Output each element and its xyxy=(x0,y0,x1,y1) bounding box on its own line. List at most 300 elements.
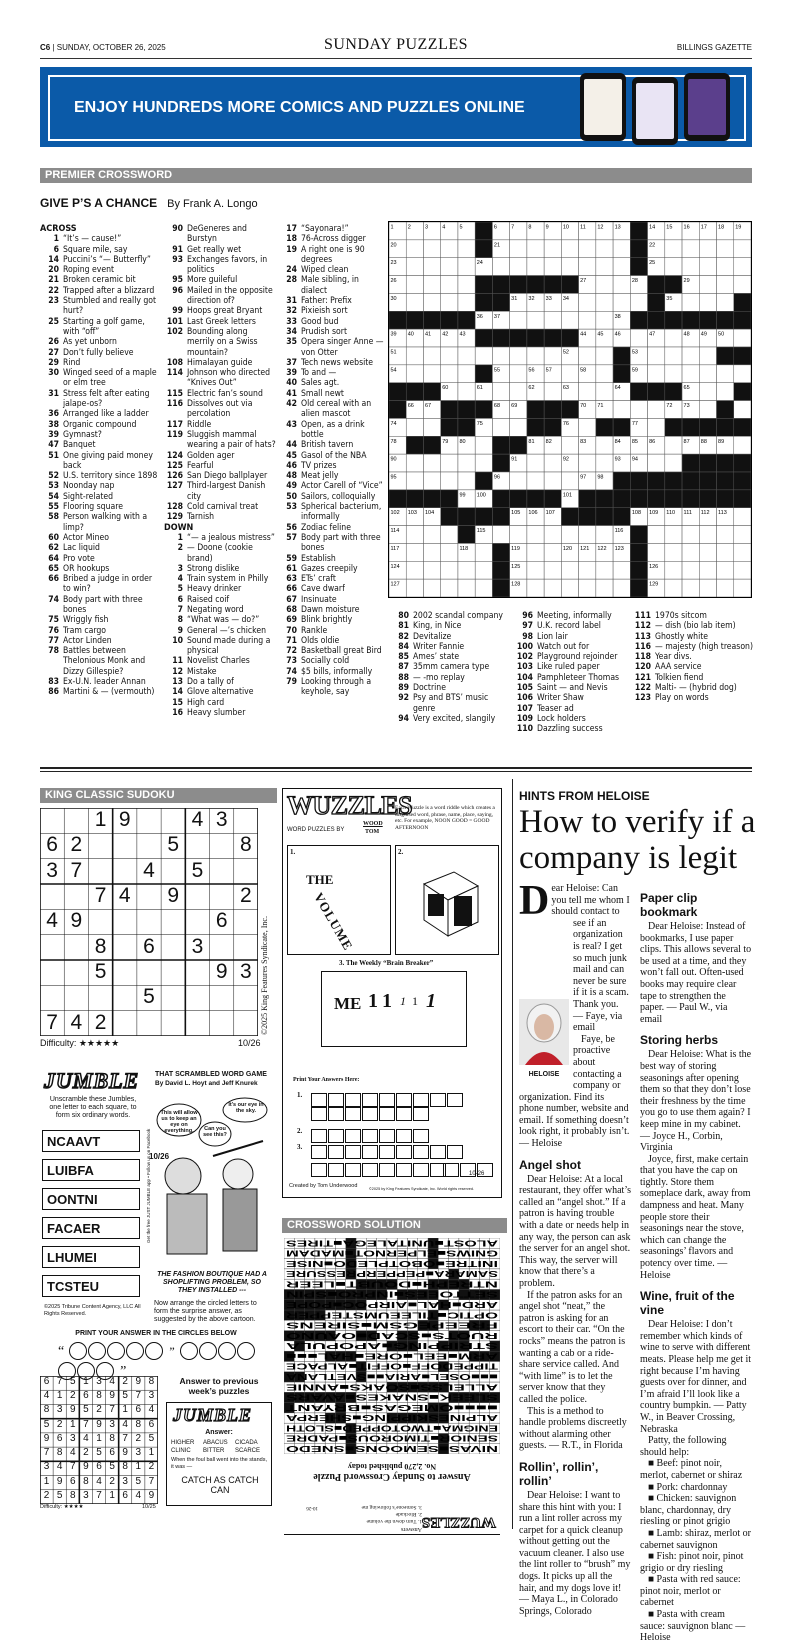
grid-cell[interactable] xyxy=(579,526,596,544)
grid-cell[interactable] xyxy=(423,579,440,597)
grid-number: 115 xyxy=(476,528,486,535)
grid-cell[interactable] xyxy=(423,293,440,311)
jumble-word[interactable]: OONTNI xyxy=(42,1188,140,1210)
jumble-word[interactable]: LUIBFA xyxy=(42,1159,140,1181)
grid-cell[interactable] xyxy=(544,579,561,597)
grid-cell[interactable] xyxy=(561,258,578,276)
grid-cell[interactable] xyxy=(613,258,630,276)
clue xyxy=(164,708,276,718)
grid-cell[interactable] xyxy=(441,276,458,294)
grid-cell[interactable] xyxy=(510,311,527,329)
sudoku-cell[interactable] xyxy=(113,859,137,884)
grid-cell[interactable] xyxy=(579,240,596,258)
grid-cell[interactable] xyxy=(734,508,751,526)
sudoku-cell[interactable] xyxy=(210,1011,234,1036)
grid-cell[interactable] xyxy=(717,526,734,544)
grid-cell[interactable] xyxy=(510,383,527,401)
grid-cell[interactable] xyxy=(665,347,682,365)
grid-cell[interactable] xyxy=(544,383,561,401)
grid-cell[interactable] xyxy=(561,472,578,490)
sudoku-cell[interactable] xyxy=(137,808,161,833)
grid-cell[interactable] xyxy=(561,436,578,454)
grid-cell[interactable] xyxy=(596,293,613,311)
grid-cell[interactable] xyxy=(665,436,682,454)
grid-cell[interactable] xyxy=(492,418,509,436)
grid-number: 50 xyxy=(718,331,725,338)
clue-text: Dazzling success xyxy=(537,724,603,735)
sudoku-cell[interactable] xyxy=(185,884,209,909)
grid-cell[interactable] xyxy=(458,454,475,472)
grid-cell[interactable] xyxy=(648,401,665,419)
grid-cell[interactable] xyxy=(458,472,475,490)
grid-cell[interactable] xyxy=(579,293,596,311)
grid-cell[interactable] xyxy=(630,329,647,347)
grid-cell[interactable] xyxy=(441,347,458,365)
grid-cell[interactable] xyxy=(527,543,544,561)
sudoku-cell[interactable] xyxy=(161,960,185,985)
grid-cell[interactable] xyxy=(458,579,475,597)
sudoku-cell[interactable] xyxy=(40,935,64,960)
grid-cell[interactable] xyxy=(734,561,751,579)
grid-cell[interactable] xyxy=(665,258,682,276)
grid-cell[interactable] xyxy=(492,258,509,276)
grid-cell[interactable] xyxy=(734,436,751,454)
sudoku-cell: 2 xyxy=(148,1461,155,1473)
crossword-grid[interactable] xyxy=(388,221,752,598)
sudoku-cell[interactable] xyxy=(64,935,88,960)
grid-cell[interactable] xyxy=(406,454,423,472)
grid-cell[interactable] xyxy=(734,543,751,561)
grid-cell[interactable] xyxy=(682,293,699,311)
grid-cell[interactable] xyxy=(510,418,527,436)
clue-number: 66 xyxy=(48,574,59,585)
jumble-word[interactable]: NCAAVT xyxy=(42,1130,140,1152)
grid-cell[interactable] xyxy=(648,347,665,365)
grid-cell[interactable] xyxy=(699,383,716,401)
grid-cell[interactable] xyxy=(648,526,665,544)
grid-cell[interactable] xyxy=(510,258,527,276)
grid-cell[interactable] xyxy=(510,472,527,490)
grid-cell[interactable] xyxy=(613,293,630,311)
grid-cell[interactable] xyxy=(596,526,613,544)
grid-cell[interactable] xyxy=(613,240,630,258)
grid-cell[interactable] xyxy=(544,258,561,276)
clue xyxy=(278,502,384,523)
grid-cell[interactable] xyxy=(406,240,423,258)
sudoku-cell[interactable] xyxy=(113,1011,137,1036)
grid-cell[interactable] xyxy=(527,561,544,579)
sudoku-cell[interactable] xyxy=(40,960,64,985)
sudoku-cell[interactable] xyxy=(40,985,64,1010)
clue-text: Open, as a drink bottle xyxy=(301,419,365,440)
grid-cell[interactable] xyxy=(423,561,440,579)
grid-cell[interactable] xyxy=(596,258,613,276)
grid-cell[interactable] xyxy=(527,454,544,472)
grid-cell[interactable] xyxy=(527,347,544,365)
sudoku-cell[interactable] xyxy=(185,1011,209,1036)
grid-cell[interactable] xyxy=(458,347,475,365)
grid-cell[interactable] xyxy=(510,365,527,383)
grid-cell[interactable] xyxy=(406,276,423,294)
grid-cell[interactable] xyxy=(613,276,630,294)
grid-cell[interactable] xyxy=(682,240,699,258)
grid-cell[interactable] xyxy=(596,311,613,329)
clue-text: Dissolves out via percolation xyxy=(187,399,253,420)
sudoku-cell[interactable] xyxy=(185,833,209,858)
grid-cell xyxy=(665,311,682,329)
grid-cell[interactable] xyxy=(717,276,734,294)
jumble-word[interactable]: TCSTEU xyxy=(42,1275,140,1297)
sudoku-grid[interactable] xyxy=(40,808,258,1036)
grid-cell[interactable] xyxy=(665,365,682,383)
grid-cell[interactable] xyxy=(561,526,578,544)
sudoku-cell: 1 xyxy=(122,1404,128,1416)
grid-cell[interactable] xyxy=(699,543,716,561)
grid-cell[interactable] xyxy=(441,561,458,579)
grid-cell[interactable] xyxy=(527,472,544,490)
grid-cell[interactable] xyxy=(596,454,613,472)
grid-cell[interactable] xyxy=(475,436,492,454)
answer-number: 2. xyxy=(297,1127,303,1135)
sudoku-cell[interactable] xyxy=(161,935,185,960)
grid-cell[interactable] xyxy=(734,579,751,597)
grid-cell[interactable] xyxy=(579,579,596,597)
grid-cell[interactable] xyxy=(682,579,699,597)
grid-cell[interactable] xyxy=(682,258,699,276)
grid-cell[interactable] xyxy=(492,347,509,365)
grid-cell[interactable] xyxy=(441,240,458,258)
sudoku-cell[interactable] xyxy=(64,960,88,985)
grid-cell[interactable] xyxy=(699,401,716,419)
clue-column-3 xyxy=(278,224,384,698)
grid-cell[interactable] xyxy=(423,454,440,472)
grid-cell[interactable] xyxy=(682,543,699,561)
sudoku-cell[interactable] xyxy=(137,909,161,934)
clue-number: 40 xyxy=(286,378,297,389)
grid-cell[interactable] xyxy=(544,543,561,561)
grid-cell[interactable] xyxy=(596,240,613,258)
sudoku-cell[interactable] xyxy=(234,935,258,960)
grid-cell[interactable] xyxy=(441,526,458,544)
grid-cell[interactable] xyxy=(561,579,578,597)
grid-cell[interactable] xyxy=(734,329,751,347)
grid-cell[interactable] xyxy=(492,383,509,401)
sudoku-cell[interactable] xyxy=(113,909,137,934)
grid-cell[interactable] xyxy=(596,561,613,579)
grid-cell[interactable] xyxy=(596,579,613,597)
grid-cell[interactable] xyxy=(475,454,492,472)
grid-cell[interactable] xyxy=(406,543,423,561)
sudoku-cell: 9 xyxy=(109,1390,115,1402)
grid-cell[interactable] xyxy=(630,401,647,419)
grid-cell[interactable] xyxy=(510,240,527,258)
grid-cell[interactable] xyxy=(596,347,613,365)
grid-cell[interactable] xyxy=(596,365,613,383)
grid-cell[interactable] xyxy=(406,472,423,490)
grid-cell[interactable] xyxy=(717,579,734,597)
sudoku-cell[interactable] xyxy=(161,985,185,1010)
sudoku-cell[interactable] xyxy=(40,884,64,909)
sudoku-cell[interactable] xyxy=(88,859,112,884)
grid-cell[interactable] xyxy=(441,454,458,472)
grid-cell[interactable] xyxy=(699,240,716,258)
jumble-word[interactable]: LHUMEI xyxy=(42,1246,140,1268)
sudoku-cell[interactable] xyxy=(161,909,185,934)
grid-cell[interactable] xyxy=(475,579,492,597)
grid-cell[interactable] xyxy=(699,579,716,597)
grid-cell[interactable] xyxy=(406,365,423,383)
grid-cell[interactable] xyxy=(699,347,716,365)
clue-text: Arranged like a ladder xyxy=(63,409,149,420)
grid-cell[interactable] xyxy=(510,526,527,544)
grid-cell[interactable] xyxy=(665,240,682,258)
grid-number: 16 xyxy=(683,224,690,231)
answer-squares[interactable] xyxy=(311,1103,430,1122)
wuzzles-answers-block xyxy=(284,1500,500,1535)
grid-cell[interactable] xyxy=(544,311,561,329)
sudoku-cell[interactable] xyxy=(137,1011,161,1036)
grid-cell[interactable] xyxy=(406,418,423,436)
grid-cell[interactable] xyxy=(441,543,458,561)
grid-cell[interactable] xyxy=(665,561,682,579)
grid-cell[interactable] xyxy=(527,526,544,544)
grid-cell[interactable] xyxy=(423,543,440,561)
sudoku-cell[interactable] xyxy=(234,1011,258,1036)
heloise-column-1 xyxy=(519,878,631,1617)
grid-cell[interactable] xyxy=(613,561,630,579)
grid-cell[interactable] xyxy=(406,561,423,579)
grid-cell[interactable] xyxy=(544,472,561,490)
grid-cell[interactable] xyxy=(682,365,699,383)
sudoku-cell[interactable] xyxy=(113,985,137,1010)
grid-cell xyxy=(544,276,561,294)
grid-cell[interactable] xyxy=(579,311,596,329)
grid-cell[interactable] xyxy=(717,240,734,258)
grid-cell[interactable] xyxy=(510,347,527,365)
grid-cell[interactable] xyxy=(561,311,578,329)
grid-cell[interactable] xyxy=(423,526,440,544)
grid-cell[interactable] xyxy=(458,365,475,383)
grid-cell[interactable] xyxy=(717,561,734,579)
clue-number: 67 xyxy=(286,594,297,605)
sudoku-cell: 4 xyxy=(46,909,58,933)
sudoku-cell[interactable] xyxy=(64,985,88,1010)
clue-text: Bounding along merrily on a Swiss mountain? xyxy=(187,326,258,358)
sudoku-cell[interactable] xyxy=(137,884,161,909)
grid-cell[interactable] xyxy=(734,365,751,383)
grid-cell[interactable] xyxy=(699,561,716,579)
clue-number: 80 xyxy=(398,611,409,621)
grid-cell[interactable] xyxy=(441,258,458,276)
sudoku-cell[interactable] xyxy=(185,985,209,1010)
grid-cell[interactable] xyxy=(699,276,716,294)
grid-cell[interactable] xyxy=(527,258,544,276)
grid-cell[interactable] xyxy=(648,543,665,561)
grid-cell[interactable] xyxy=(648,454,665,472)
grid-cell[interactable] xyxy=(734,526,751,544)
heloise-headline: How to verify if a company is legit xyxy=(519,804,756,876)
grid-cell[interactable] xyxy=(458,293,475,311)
grid-cell[interactable] xyxy=(544,240,561,258)
grid-cell[interactable] xyxy=(665,526,682,544)
grid-cell[interactable] xyxy=(423,240,440,258)
grid-cell[interactable] xyxy=(423,472,440,490)
grid-cell[interactable] xyxy=(441,472,458,490)
sudoku-cell[interactable] xyxy=(210,859,234,884)
grid-cell[interactable] xyxy=(544,454,561,472)
answer-squares[interactable] xyxy=(311,1141,464,1160)
grid-cell[interactable] xyxy=(648,418,665,436)
grid-cell[interactable] xyxy=(579,347,596,365)
grid-cell[interactable] xyxy=(682,561,699,579)
sudoku-cell[interactable] xyxy=(137,833,161,858)
answer-squares[interactable] xyxy=(311,1159,447,1178)
sudoku-cell[interactable] xyxy=(113,833,137,858)
sudoku-cell[interactable] xyxy=(210,833,234,858)
grid-cell[interactable] xyxy=(423,347,440,365)
heloise-header: HINTS FROM HELOISE xyxy=(519,789,650,803)
grid-cell[interactable] xyxy=(734,401,751,419)
sudoku-cell[interactable] xyxy=(234,808,258,833)
sudoku-cell[interactable] xyxy=(210,935,234,960)
grid-cell[interactable] xyxy=(596,383,613,401)
grid-cell[interactable] xyxy=(613,579,630,597)
sudoku-cell[interactable] xyxy=(210,985,234,1010)
grid-cell[interactable] xyxy=(406,579,423,597)
clue xyxy=(278,677,384,698)
crossword-title: GIVE P’S A CHANCE By Frank A. Longo xyxy=(40,196,258,210)
sudoku-cell: 7 xyxy=(43,1447,50,1459)
grid-cell[interactable] xyxy=(717,365,734,383)
grid-cell[interactable] xyxy=(423,418,440,436)
clue xyxy=(164,317,276,327)
grid-cell[interactable] xyxy=(682,347,699,365)
sudoku-cell[interactable] xyxy=(88,833,112,858)
grid-cell[interactable] xyxy=(406,526,423,544)
sudoku-cell[interactable] xyxy=(40,808,64,833)
grid-cell[interactable] xyxy=(734,276,751,294)
clue-number: 11 xyxy=(172,656,183,667)
grid-cell[interactable] xyxy=(527,311,544,329)
grid-cell[interactable] xyxy=(665,543,682,561)
grid-number: 32 xyxy=(528,295,535,302)
clue xyxy=(164,399,276,420)
sudoku-cell[interactable] xyxy=(161,859,185,884)
grid-cell[interactable] xyxy=(406,293,423,311)
grid-cell[interactable] xyxy=(699,258,716,276)
grid-cell[interactable] xyxy=(630,293,647,311)
sudoku-cell[interactable] xyxy=(210,884,234,909)
jumble-word[interactable]: FACAER xyxy=(42,1217,140,1239)
grid-cell[interactable] xyxy=(458,276,475,294)
grid-cell[interactable] xyxy=(544,526,561,544)
sudoku-cell[interactable] xyxy=(161,808,185,833)
grid-cell[interactable] xyxy=(665,454,682,472)
grid-cell[interactable] xyxy=(665,579,682,597)
grid-cell[interactable] xyxy=(475,543,492,561)
grid-cell[interactable] xyxy=(596,436,613,454)
sudoku-cell[interactable] xyxy=(64,808,88,833)
grid-cell[interactable] xyxy=(475,347,492,365)
grid-cell[interactable] xyxy=(458,240,475,258)
grid-cell[interactable] xyxy=(717,293,734,311)
clue-number: 25 xyxy=(48,316,59,327)
grid-cell[interactable] xyxy=(613,401,630,419)
grid-cell[interactable] xyxy=(699,293,716,311)
sudoku-cell[interactable] xyxy=(64,884,88,909)
grid-cell[interactable] xyxy=(561,365,578,383)
clue-number: 84 xyxy=(398,641,409,652)
sudoku-cell[interactable] xyxy=(88,909,112,934)
grid-cell[interactable] xyxy=(579,383,596,401)
grid-cell[interactable] xyxy=(579,454,596,472)
grid-cell[interactable] xyxy=(423,365,440,383)
grid-cell[interactable] xyxy=(734,258,751,276)
promo-banner[interactable] xyxy=(40,67,752,147)
grid-cell[interactable] xyxy=(561,561,578,579)
grid-cell[interactable] xyxy=(441,365,458,383)
grid-cell[interactable] xyxy=(475,561,492,579)
sudoku-cell[interactable] xyxy=(113,960,137,985)
sudoku-cell[interactable] xyxy=(234,909,258,934)
grid-cell[interactable] xyxy=(423,276,440,294)
sudoku-cell[interactable] xyxy=(185,909,209,934)
grid-cell[interactable] xyxy=(492,526,509,544)
sudoku-cell[interactable] xyxy=(137,960,161,985)
grid-cell[interactable] xyxy=(561,240,578,258)
grid-cell[interactable] xyxy=(665,329,682,347)
grid-cell[interactable] xyxy=(458,561,475,579)
grid-cell[interactable] xyxy=(527,579,544,597)
grid-cell[interactable] xyxy=(406,258,423,276)
grid-cell[interactable] xyxy=(458,383,475,401)
sudoku-cell[interactable] xyxy=(113,935,137,960)
grid-cell[interactable] xyxy=(406,347,423,365)
grid-number: 57 xyxy=(545,367,552,374)
clue xyxy=(40,471,160,481)
grid-cell[interactable] xyxy=(527,240,544,258)
grid-cell[interactable] xyxy=(579,258,596,276)
grid-cell[interactable] xyxy=(682,526,699,544)
jumble-answer-circles[interactable]: “ ” ” xyxy=(58,1340,272,1380)
sudoku-cell[interactable] xyxy=(185,960,209,985)
grid-cell[interactable] xyxy=(458,258,475,276)
grid-cell[interactable] xyxy=(699,526,716,544)
grid-cell[interactable] xyxy=(579,561,596,579)
grid-cell[interactable] xyxy=(648,365,665,383)
clue xyxy=(40,358,160,368)
sudoku-cell[interactable] xyxy=(161,1011,185,1036)
grid-cell xyxy=(458,401,475,419)
sudoku-cell: 8 xyxy=(109,1432,115,1444)
sudoku-cell[interactable] xyxy=(234,859,258,884)
grid-cell[interactable] xyxy=(544,347,561,365)
grid-cell[interactable] xyxy=(579,418,596,436)
sudoku-cell[interactable] xyxy=(88,985,112,1010)
grid-cell[interactable] xyxy=(717,258,734,276)
clue xyxy=(40,574,160,595)
grid-cell[interactable] xyxy=(717,383,734,401)
grid-cell[interactable] xyxy=(699,365,716,383)
grid-cell[interactable] xyxy=(544,561,561,579)
grid-cell[interactable] xyxy=(423,258,440,276)
grid-cell[interactable] xyxy=(596,276,613,294)
grid-cell[interactable] xyxy=(441,293,458,311)
grid-cell[interactable] xyxy=(717,543,734,561)
grid-cell[interactable] xyxy=(734,240,751,258)
grid-cell[interactable] xyxy=(441,579,458,597)
sudoku-cell[interactable] xyxy=(234,985,258,1010)
